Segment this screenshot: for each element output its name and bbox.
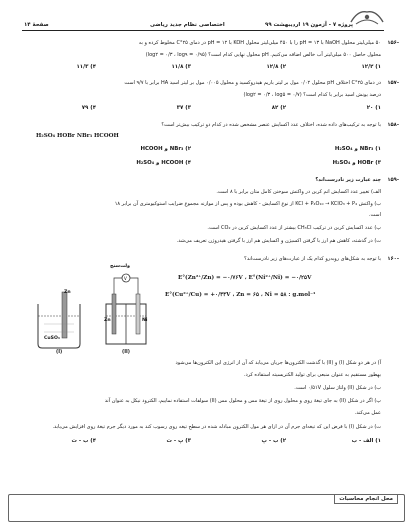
q157-text-line1: در دمای ۲۵°C اختلاف pH محلول ۰/۰۲ مول بر لیتر باریم هیدروکسید و محلول ۰/۰۰۵ مول بر لیتر اسید HA برابر با ۹/۷ است bbox=[124, 80, 381, 86]
figure-ii-label: (II) bbox=[122, 350, 130, 355]
header-divider bbox=[22, 30, 384, 31]
q160-statement-b3: عمل می‌کند. bbox=[354, 410, 381, 416]
page-number: صفحهٔ ۱۴ bbox=[24, 22, 49, 28]
q159-statement-2a: ب) واکنش KCl + P₄O₁₀ → KClO₃ + P₄ از نوع اکسایش - کاهش بوده و پس از موازنه مجموع ضرایب استوکیومتری آن برابر ۱۸ bbox=[114, 201, 381, 207]
q160-intro: با توجه به شکل‌های روبه‌رو کدام یک از عبارت‌های زیر نادرست‌اند؟ bbox=[244, 256, 381, 262]
q160-option-2[interactable]: ۲) ب - پ bbox=[261, 438, 286, 444]
q159-number: -۱۵۹ bbox=[387, 177, 399, 183]
figure-i-label: (I) bbox=[56, 350, 63, 355]
exam-subject: اختصاصی نظام جدید ریاضی bbox=[150, 22, 225, 28]
q160-statement-a2: بهطور مستقیم به عنوان منبعی برای تولید الکتریسیته استفاده کرد. bbox=[243, 372, 381, 378]
q160-statement-b2: پ) اگر در شکل (II) به جای تیغهٔ روی و محلول روی از تیغهٔ مس و محلول مس (II) سولفات استفاده نماییم، الکترود نیکل به عنوان آند bbox=[104, 398, 381, 404]
calculation-area-label: محل انجام محاسبات bbox=[334, 494, 398, 504]
calculation-area bbox=[8, 494, 405, 522]
svg-text:V: V bbox=[124, 276, 127, 281]
q156-option-3[interactable]: ۳) ۱۱/۸ bbox=[171, 64, 191, 70]
cuso4-label: CuSO₄ bbox=[44, 336, 60, 341]
figure-ii-cell bbox=[106, 274, 146, 344]
q156-option-1[interactable]: ۱) ۱۲/۲ bbox=[361, 64, 381, 70]
q159-statement-3: پ) عدد اکسایش کربن در ترکیب CH₃Cl بیشتر از عدد اکسایش کربن در CO₂ است. bbox=[207, 225, 381, 231]
q160-potentials-2: E°(Cu²⁺/Cu) = +۰/۳۴V ، Zn = ۶۵ ، Ni = ۵۸ : g.mol⁻¹ bbox=[165, 292, 316, 298]
q158-option-1[interactable]: ۱) NBr₃ و H₂SO₄ bbox=[334, 146, 381, 152]
q160-statement-c1: ت) در شکل (I) با فرض این که تیغه‌ای جرم آن در ازای هر مول الکترون مبادله شده در سطح تیغه روی رسوب کند به مورد دیگر جرم تیغهٔ روی افزایش می‌یابد. bbox=[52, 424, 381, 430]
q157-option-1[interactable]: ۱) ۲۰ bbox=[366, 105, 381, 111]
q158-compounds: H₂SO₄ HOBr NBr₃ HCOOH bbox=[36, 133, 119, 139]
q157-number: -۱۵۷ bbox=[387, 80, 399, 86]
q159-intro: چند عبارت زیر نادرست‌اند؟ bbox=[315, 177, 381, 183]
voltmeter-label: ولت‌سنج bbox=[110, 264, 130, 269]
q157-option-3[interactable]: ۳) ۳۷ bbox=[176, 105, 191, 111]
q160-option-4[interactable]: ۴) ب - ت bbox=[71, 438, 96, 444]
q156-option-2[interactable]: ۲) ۱۲/۸ bbox=[266, 64, 286, 70]
q157-option-2[interactable]: ۲) ۸۲ bbox=[271, 105, 286, 111]
zn-electrode-label-2: Zn bbox=[104, 318, 111, 323]
q157-option-4[interactable]: ۴) ۷۹ bbox=[81, 105, 96, 111]
q160-option-3[interactable]: ۳) پ - ت bbox=[166, 438, 191, 444]
q160-number: -۱۶۰ bbox=[387, 256, 399, 262]
electrochemical-cells-figure bbox=[28, 264, 156, 356]
q156-option-4[interactable]: ۴) ۱۱/۳ bbox=[76, 64, 96, 70]
q158-text: با توجه به ترکیب‌های داده شده، اختلاف عدد اکسایش عنصر مشخص شده در کدام دو ترکیب بیش‌تر است؟ bbox=[161, 122, 381, 128]
q156-number: -۱۵۶ bbox=[387, 40, 399, 46]
exam-title: پروژه ۷ - آزمون ۱۹ اردیبهشت ۹۹ bbox=[265, 22, 353, 28]
ni-electrode-label: Ni bbox=[142, 318, 148, 323]
q156-text-line1: ۵۰ میلی‌لیتر محلول NaOH با pH = ۱۳ را با ۴۵۰ میلی‌لیتر محلول KOH با pH = ۱۲ در دمای ۲۵°C مخلوط کرده و به bbox=[138, 40, 381, 46]
q157-text-line2: درصد یونش اسید برابر با کدام است؟ (log۲ = ۰/۳ ، log۵ = ۰/۷) bbox=[243, 92, 381, 98]
q158-number: -۱۵۸ bbox=[387, 122, 399, 128]
publisher-logo bbox=[348, 6, 386, 28]
q156-text-line2: محلول حاصل ۵۰۰ میلی‌لیتر آب خالص اضافه می‌کنیم. pH محلول نهایی کدام است؟ (log۲ = ۰/۳ ، log۹ = ۰/۹۵) bbox=[145, 52, 381, 58]
q158-option-4[interactable]: ۴) HCOOH و H₂SO₄ bbox=[136, 160, 191, 166]
q159-statement-2b: است. bbox=[368, 212, 381, 218]
q160-statement-a1: آ) در هر دو شکل (I) و (II) با گذشت الکترون‌ها جریان می‌یابد که آن از انرژی این الکترون‌ها می‌شود bbox=[175, 360, 381, 366]
q158-option-3[interactable]: ۳) HOBr و H₂SO₄ bbox=[332, 160, 381, 166]
q159-statement-4: ت) در گذشته، کاهش هم ارز با گرفتن اکسیژن و اکسایش هم ارز با گرفتن هیدروژن تعریف می‌شد. bbox=[176, 238, 381, 244]
q159-statement-1: الف) تغییر عدد اکسایش اتم کربن در واکنش سوختن کامل متان برابر با ۸ است. bbox=[216, 189, 381, 195]
q160-statement-b1: ب) در شکل (II) ولتاژ سلول ۰/۵۱V است. bbox=[294, 385, 381, 391]
q160-option-1[interactable]: ۱) الف - ب bbox=[351, 438, 381, 444]
q160-potentials-1: E°(Zn²⁺/Zn) = −۰/۷۶V ، E°(Ni²⁺/Ni) = −۰/۲۵V bbox=[178, 275, 312, 281]
zn-electrode-label-1: Zn bbox=[64, 290, 71, 295]
q158-option-2[interactable]: ۲) NBr₃ و HCOOH bbox=[140, 146, 191, 152]
